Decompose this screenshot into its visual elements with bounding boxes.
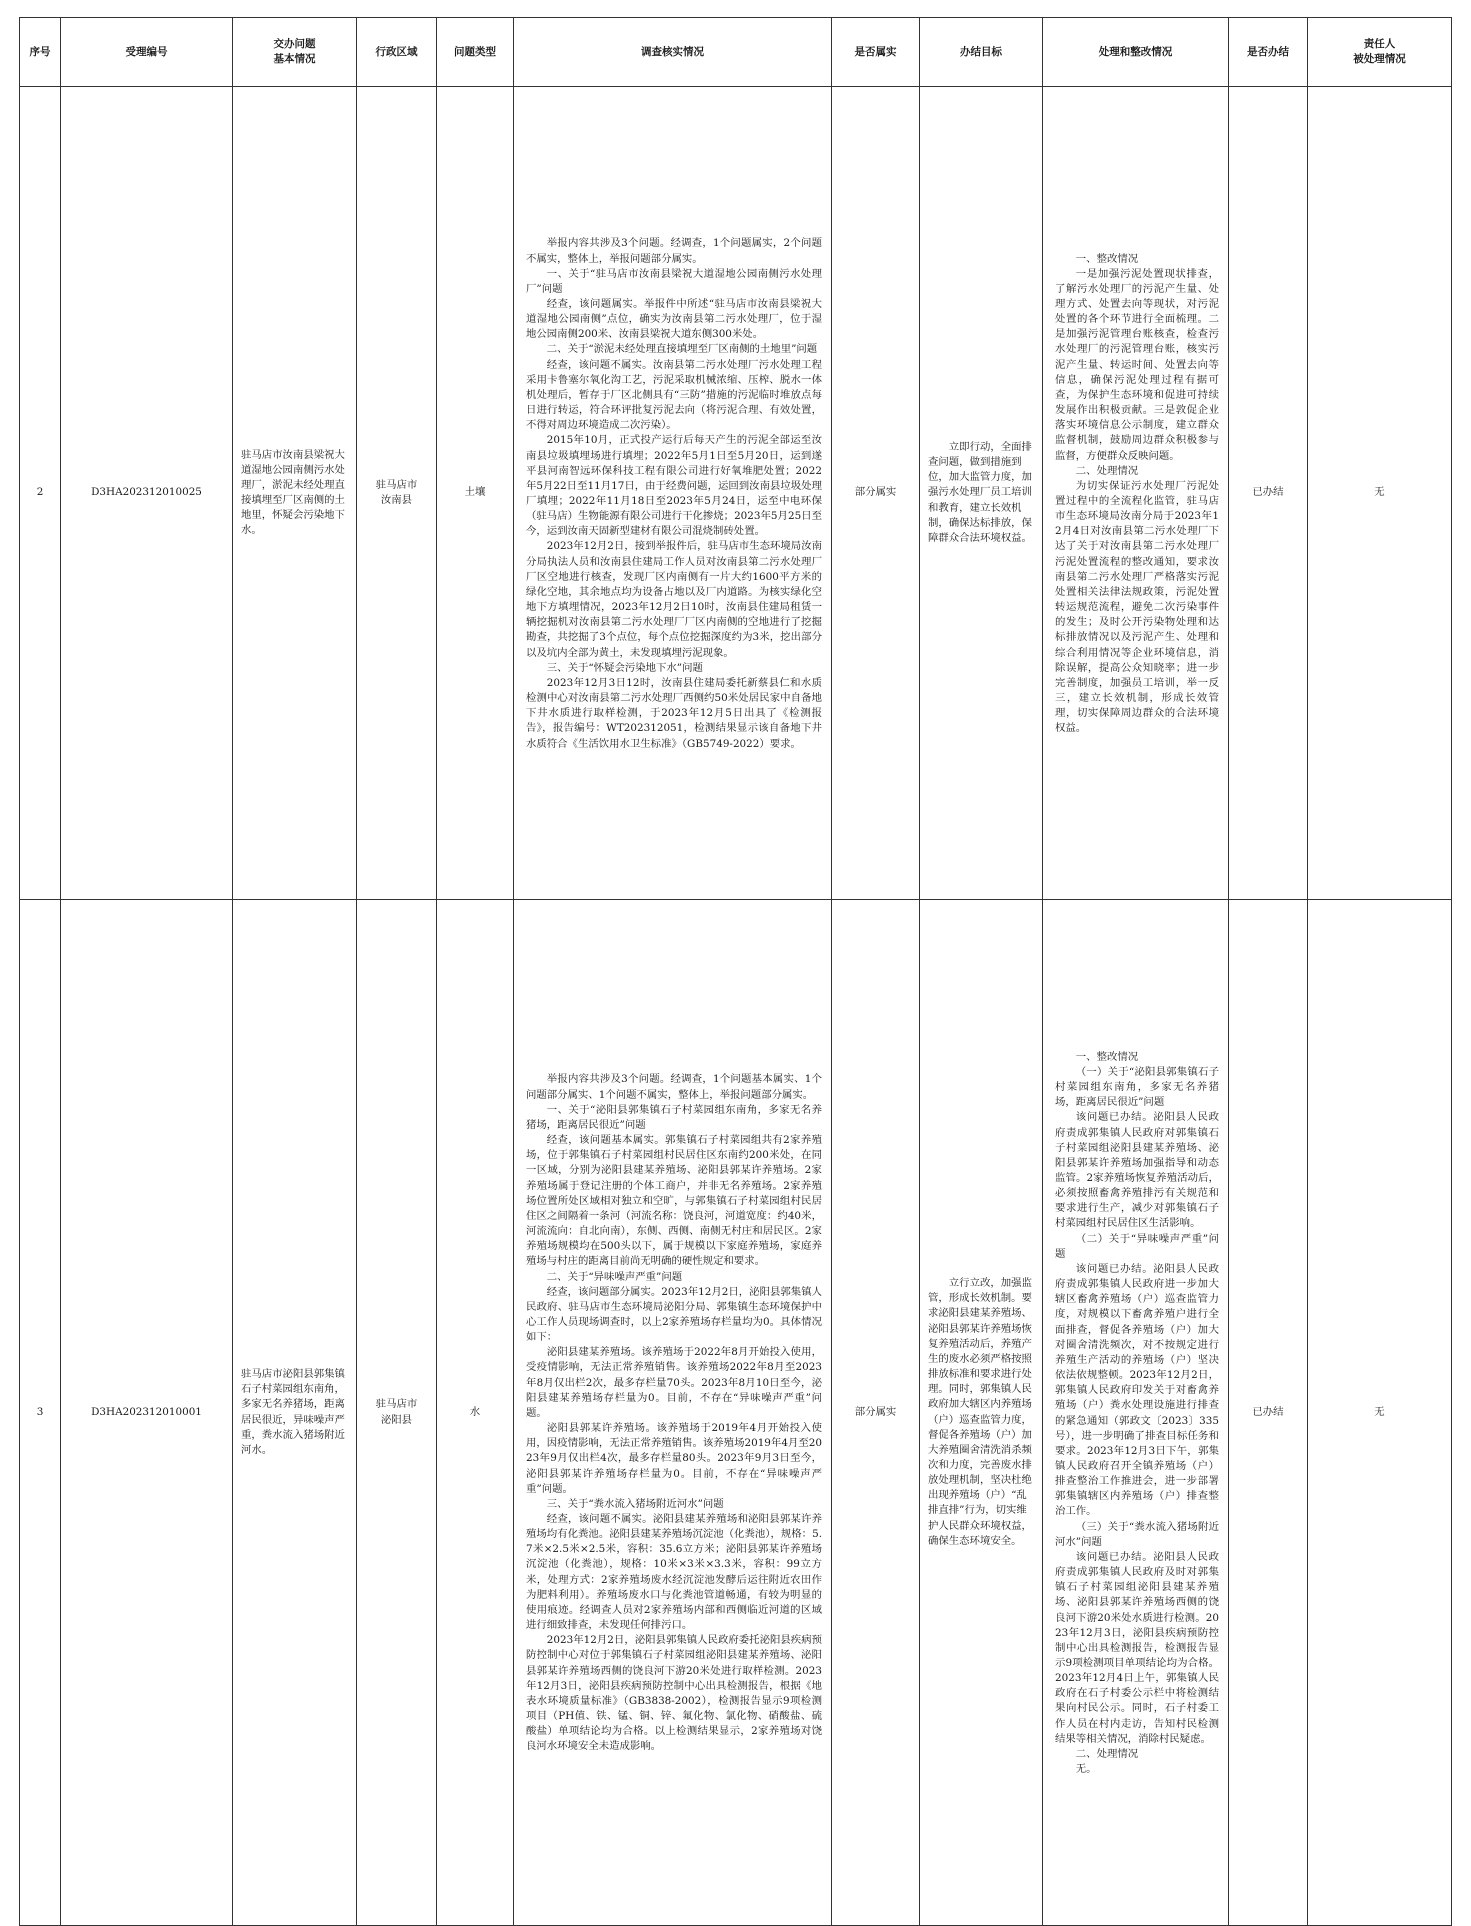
investigation-paragraph: 经查，该问题不属实。汝南县第二污水处理厂污水处理工程采用卡鲁塞尔氧化沟工艺，污泥采取机械浓缩、压榨、脱水一体机处理后，暂存于厂区北侧具有“三防”措施的污泥临时堆放点每日进行转运，符合环评批复污泥去向（将污泥合理、有效处置，不得对周边环境造成二次污染）。 bbox=[526, 358, 822, 432]
table-row bbox=[20, 900, 1452, 1926]
cell-region: 驻马店市 泌阳县 bbox=[357, 900, 437, 1926]
rectification-paragraph: 无。 bbox=[1075, 1763, 1097, 1776]
cell-id: D3HA202312010025 bbox=[61, 87, 233, 900]
report-sheet bbox=[19, 17, 1451, 1926]
complaint-table bbox=[19, 17, 1452, 1926]
rectification-paragraph: 为切实保证污水处理厂污泥处置过程中的全流程化监管，驻马店市生态环境局汝南分局于2023年12月4日对汝南县第二污水处理厂下达了关于对汝南县第二污水处理厂污泥处置流程的整改通知，要求汝南县第二污水处理厂严格落实污泥处置相关法律法规政策，污泥处置转运规范流程，避免二次污染事件的发生；及时公开污染物处理和达标排放情况以及污泥产生、处理和综合利用情况等企业环境信息，消除误解，提高公众知晓率；进一步完善制度，加强员工培训，举一反三，建立长效机制，形成长效管理，切实保障周边群众的合法环境权益。 bbox=[1055, 479, 1219, 735]
investigation-paragraph: 三、关于“怀疑会污染地下水”问题 bbox=[546, 661, 703, 674]
investigation-paragraph: 2023年12月2日，泌阳县郭集镇人民政府委托泌阳县疾病预防控制中心对位于郭集镇石子村菜园组泌阳县建某养殖场、泌阳县郭某许养殖场西侧的饶良河下游20米处进行取样检测。2023年12月3日，泌阳县疾病预防控制中心出具检测报告，根据《地表水环境质量标准》（GB3838-2002），检测报告显示9项检测项目（PH值、铁、锰、铜、锌、氟化物、氯化物、硝酸盐、硫酸盐）单项结论均为合格。以上检测结果显示，2家养殖场对饶良河水环境安全未造成影响。 bbox=[526, 1634, 822, 1753]
investigation-paragraph: 2023年12月2日，接到举报件后，驻马店市生态环境局汝南分局执法人员和汝南县住建局工作人员对汝南县第二污水处理厂厂区空地进行核查，发现厂区内南侧有一片大约1600平方米的绿化空地，其余地点均为设备占地以及厂内道路。为核实绿化空地下方填埋情况，2023年12月2日10时，汝南县住建局租赁一辆挖掘机对汝南县第二污水处理厂厂区内南侧的空地进行了挖掘勘查，共挖掘了3个点位，每个点位挖掘深度约为3米，挖出部分以及坑内全部为黄土，未发现填埋污泥现象。 bbox=[526, 540, 822, 659]
cell-rectification bbox=[1043, 87, 1229, 900]
cell-investigation bbox=[514, 900, 832, 1926]
rectification-paragraph: （二）关于“异味噪声严重”问题 bbox=[1055, 1232, 1219, 1260]
header-done: 是否办结 bbox=[1229, 18, 1308, 87]
header-seq: 序号 bbox=[20, 18, 61, 87]
investigation-paragraph: 二、关于“异味噪声严重”问题 bbox=[546, 1270, 683, 1283]
rectification-paragraph: 二、处理情况 bbox=[1075, 464, 1139, 477]
target-text: 立即行动，全面排查问题，做到措施到位，加大监管力度，加强污水处理厂员工培训和教育，建立长效机制，确保达标排放，保障群众合法环境权益。 bbox=[928, 440, 1032, 544]
investigation-paragraph: 举报内容共涉及3个问题。经调查，1个问题基本属实、1个问题部分属实、1个问题不属实，整体上，举报问题部分属实。 bbox=[526, 1073, 822, 1101]
investigation-paragraph: 经查，该问题部分属实。2023年12月2日，泌阳县郭集镇人民政府、驻马店市生态环境局泌阳分局、郭集镇生态环境保护中心工作人员现场调查时，以上2家养殖场存栏量均为0。具体情况如下： bbox=[526, 1285, 822, 1344]
investigation-paragraph: 经查，该问题不属实。泌阳县建某养殖场和泌阳县郭某许养殖场均有化粪池。泌阳县建某养殖场沉淀池（化粪池），规格：5.7米×2.5米×2.5米，容积：35.6立方米；泌阳县郭某许养殖场沉淀池（化粪池），规格：10米×3米×3.3米，容积：99立方米，处理方式：2家养殖场废水经沉淀池发酵后运往附近农田作为肥料利用）。养殖场废水口与化粪池管道畅通，有较为明显的使用痕迹。经调查人员对2家养殖场内部和西侧临近河道的区域进行细致排查，未发现任何排污口。 bbox=[526, 1513, 822, 1632]
header-issue: 交办问题 基本情况 bbox=[233, 18, 357, 87]
rectification-paragraph: （一）关于“泌阳县郭集镇石子村菜园组东南角，多家无名养猪场，距离居民很近”问题 bbox=[1055, 1065, 1219, 1109]
rectification-paragraph: 一、整改情况 bbox=[1075, 252, 1139, 265]
cell-id: D3HA202312010001 bbox=[61, 900, 233, 1926]
cell-rectification bbox=[1043, 900, 1229, 1926]
header-type: 问题类型 bbox=[437, 18, 514, 87]
rectification-paragraph: 一是加强污泥处置现状排查，了解污水处理厂的污泥产生量、处理方式、处置去向等现状，对污泥处置的各个环节进行全面梳理。二是加强污泥管理台账核查，检查污水处理厂的污泥管理台账，核实污泥产生量、转运时间、处置去向等信息，确保污泥处理过程有据可查，为保护生态环境和促进可持续发展作出积极贡献。三是敦促企业落实环境信息公示制度，建立群众监督机制，鼓励周边群众积极参与监督，方便群众反映问题。 bbox=[1055, 267, 1219, 462]
cell-target bbox=[920, 87, 1043, 900]
rectification-paragraph: 该问题已办结。泌阳县人民政府责成郭集镇人民政府及时对郭集镇石子村菜园组泌阳县建某养殖场、泌阳县郭某许养殖场西侧的饶良河下游20米处水质进行检测。2023年12月3日，泌阳县疾病预防控制中心出具检测报告，检测报告显示9项检测项目单项结论均为合格。2023年12月4日上午，郭集镇人民政府在石子村委公示栏中将检测结果向村民公示。同时，石子村委工作人员在村内走访，告知村民检测结果等相关情况，消除村民疑虑。 bbox=[1055, 1550, 1219, 1745]
investigation-paragraph: 三、关于“粪水流入猪场附近河水”问题 bbox=[546, 1497, 724, 1510]
cell-target bbox=[920, 900, 1043, 1926]
investigation-paragraph: 经查，该问题基本属实。郭集镇石子村菜园组共有2家养殖场，位于郭集镇石子村菜园组村民居住区东南约200米处，在同一区域，分别为泌阳县建某养殖场、泌阳县郭某许养殖场。2家养殖场属于登记注册的个体工商户，并非无名养殖场。2家养殖场位置所处区域相对独立和空旷，与郭集镇石子村菜园组村民居住区之间隔着一条河（河流名称：饶良河，河道宽度：约40米，河流流向：自北向南），东侧、西侧、南侧无村庄和居民区。2家养殖场规模均在500头以下，属于规模以下家庭养殖场，家庭养殖场与村庄的距离目前尚无明确的硬性规定和要求。 bbox=[526, 1134, 822, 1268]
rectification-paragraph: 二、处理情况 bbox=[1075, 1747, 1139, 1760]
cell-seq: 3 bbox=[20, 900, 61, 1926]
cell-done: 已办结 bbox=[1229, 87, 1308, 900]
header-target: 办结目标 bbox=[920, 18, 1043, 87]
investigation-paragraph: 经查，该问题属实。举报件中所述“驻马店市汝南县梁祝大道湿地公园南侧”点位，确实为汝南县第二污水处理厂，位于湿地公园南侧200米、汝南县梁祝大道东侧300米处。 bbox=[526, 297, 822, 341]
cell-investigation bbox=[514, 87, 832, 900]
cell-punish: 无 bbox=[1308, 87, 1452, 900]
cell-truth: 部分属实 bbox=[832, 87, 920, 900]
header-region: 行政区域 bbox=[357, 18, 437, 87]
cell-type: 土壤 bbox=[437, 87, 514, 900]
rectification-paragraph: 该问题已办结。泌阳县人民政府责成郭集镇人民政府进一步加大辖区畜禽养殖场（户）巡查监管力度，对规模以下畜禽养殖户进行全面排查，督促各养殖场（户）加大对圈舍清洗频次，对不按规定进行养殖生产活动的养殖场（户）坚决依法依规整顿。2023年12月2日，郭集镇人民政府印发关于对畜禽养殖场（户）粪水处理设施进行排查的紧急通知（郭政文〔2023〕335号），进一步明确了排查目标任务和要求。2023年12月3日下午，郭集镇人民政府召开全镇养殖场（户）排查整治工作推进会，进一步部署郭集镇辖区内养殖场（户）排查整治工作。 bbox=[1055, 1262, 1219, 1518]
investigation-paragraph: 泌阳县建某养殖场。该养殖场于2022年8月开始投入使用，受疫情影响，无法正常养殖销售。该养殖场2022年8月至2023年8月仅出栏2次，最多存栏量70头。2023年8月10日至今，泌阳县建某养殖场存栏量为0。目前，不存在“异味噪声严重”问题。 bbox=[526, 1346, 822, 1419]
rectification-paragraph: 该问题已办结。泌阳县人民政府责成郭集镇人民政府对郭集镇石子村菜园组泌阳县建某养殖场、泌阳县郭某许养殖场加强指导和动态监管。2家养殖场恢复养殖活动后，必须按照畜禽养殖排污有关规范和要求进行生产，减少对郭集镇石子村菜园组村民居住区生活影响。 bbox=[1055, 1111, 1219, 1230]
investigation-paragraph: 二、关于“淤泥未经处理直接填埋至厂区南侧的土地里”问题 bbox=[546, 343, 818, 356]
cell-issue: 驻马店市泌阳县郭集镇石子村菜园组东南角，多家无名养猪场，距离居民很近，异味噪声严重，粪水流入猪场附近河水。 bbox=[233, 900, 357, 1926]
header-truth: 是否属实 bbox=[832, 18, 920, 87]
header-row bbox=[20, 18, 1452, 87]
cell-type: 水 bbox=[437, 900, 514, 1926]
cell-issue: 驻马店市汝南县梁祝大道湿地公园南侧污水处理厂，淤泥未经处理直接填埋至厂区南侧的土地里，怀疑会污染地下水。 bbox=[233, 87, 357, 900]
cell-seq: 2 bbox=[20, 87, 61, 900]
cell-region: 驻马店市 汝南县 bbox=[357, 87, 437, 900]
investigation-paragraph: 泌阳县郭某许养殖场。该养殖场于2019年4月开始投入使用，因疫情影响，无法正常养殖销售。该养殖场2019年4月至2023年9月仅出栏4次，最多存栏量80头。2023年9月3日至今，泌阳县郭某许养殖场存栏量为0。目前，不存在“异味噪声严重”问题。 bbox=[526, 1422, 822, 1495]
cell-punish: 无 bbox=[1308, 900, 1452, 1926]
header-rectification: 处理和整改情况 bbox=[1043, 18, 1229, 87]
investigation-paragraph: 一、关于“驻马店市汝南县梁祝大道湿地公园南侧污水处理厂”问题 bbox=[526, 267, 822, 295]
cell-done: 已办结 bbox=[1229, 900, 1308, 1926]
investigation-paragraph: 一、关于“泌阳县郭集镇石子村菜园组东南角，多家无名养猪场，距离居民很近”问题 bbox=[526, 1103, 822, 1131]
table-row bbox=[20, 87, 1452, 900]
rectification-paragraph: 一、整改情况 bbox=[1075, 1050, 1139, 1063]
investigation-paragraph: 2023年12月3日12时，汝南县住建局委托新蔡县仁和水质检测中心对汝南县第二污水处理厂西侧约50米处居民家中自备地下井水质进行取样检测，于2023年12月5日出具了《检测报告》，报告编号：WT202312051，检测结果显示该自备地下井水质符合《生活饮用水卫生标准》（GB5749-2022）要求。 bbox=[526, 676, 822, 750]
target-text: 立行立改，加强监管，形成长效机制。要求泌阳县建某养殖场、泌阳县郭某许养殖场恢复养殖活动后，养殖产生的废水必须严格按照排放标准和要求进行处理。同时，郭集镇人民政府加大辖区内养殖场（户）巡查监管力度，督促各养殖场（户）加大养殖圈舍清洗消杀频次和力度，完善废水排放处理机制，坚决杜绝出现养殖场（户）“乱排直排”行为，切实维护人民群众环境权益，确保生态环境安全。 bbox=[928, 1277, 1032, 1547]
investigation-paragraph: 2015年10月，正式投产运行后每天产生的污泥全部运至汝南县垃圾填埋场进行填埋；2022年5月1日至5月20日，运到遂平县河南智远环保科技工程有限公司进行好氧堆肥处置；2022年5月22日至11月17日，由于经费问题，运回到汝南县垃圾处理厂填埋；2022年11月18日至2023年5月24日，运至中电环保（驻马店）生物能源有限公司进行干化掺烧；2023年5月25日至今，运到汝南天固新型建材有限公司混烧制砖处置。 bbox=[526, 434, 822, 538]
header-id: 受理编号 bbox=[61, 18, 233, 87]
header-investigation: 调查核实情况 bbox=[514, 18, 832, 87]
rectification-paragraph: （三）关于“粪水流入猪场附近河水”问题 bbox=[1055, 1520, 1219, 1548]
header-punish: 责任人 被处理情况 bbox=[1308, 18, 1452, 87]
cell-truth: 部分属实 bbox=[832, 900, 920, 1926]
investigation-paragraph: 举报内容共涉及3个问题。经调查，1个问题属实，2个问题不属实，整体上，举报问题部分属实。 bbox=[526, 237, 822, 265]
